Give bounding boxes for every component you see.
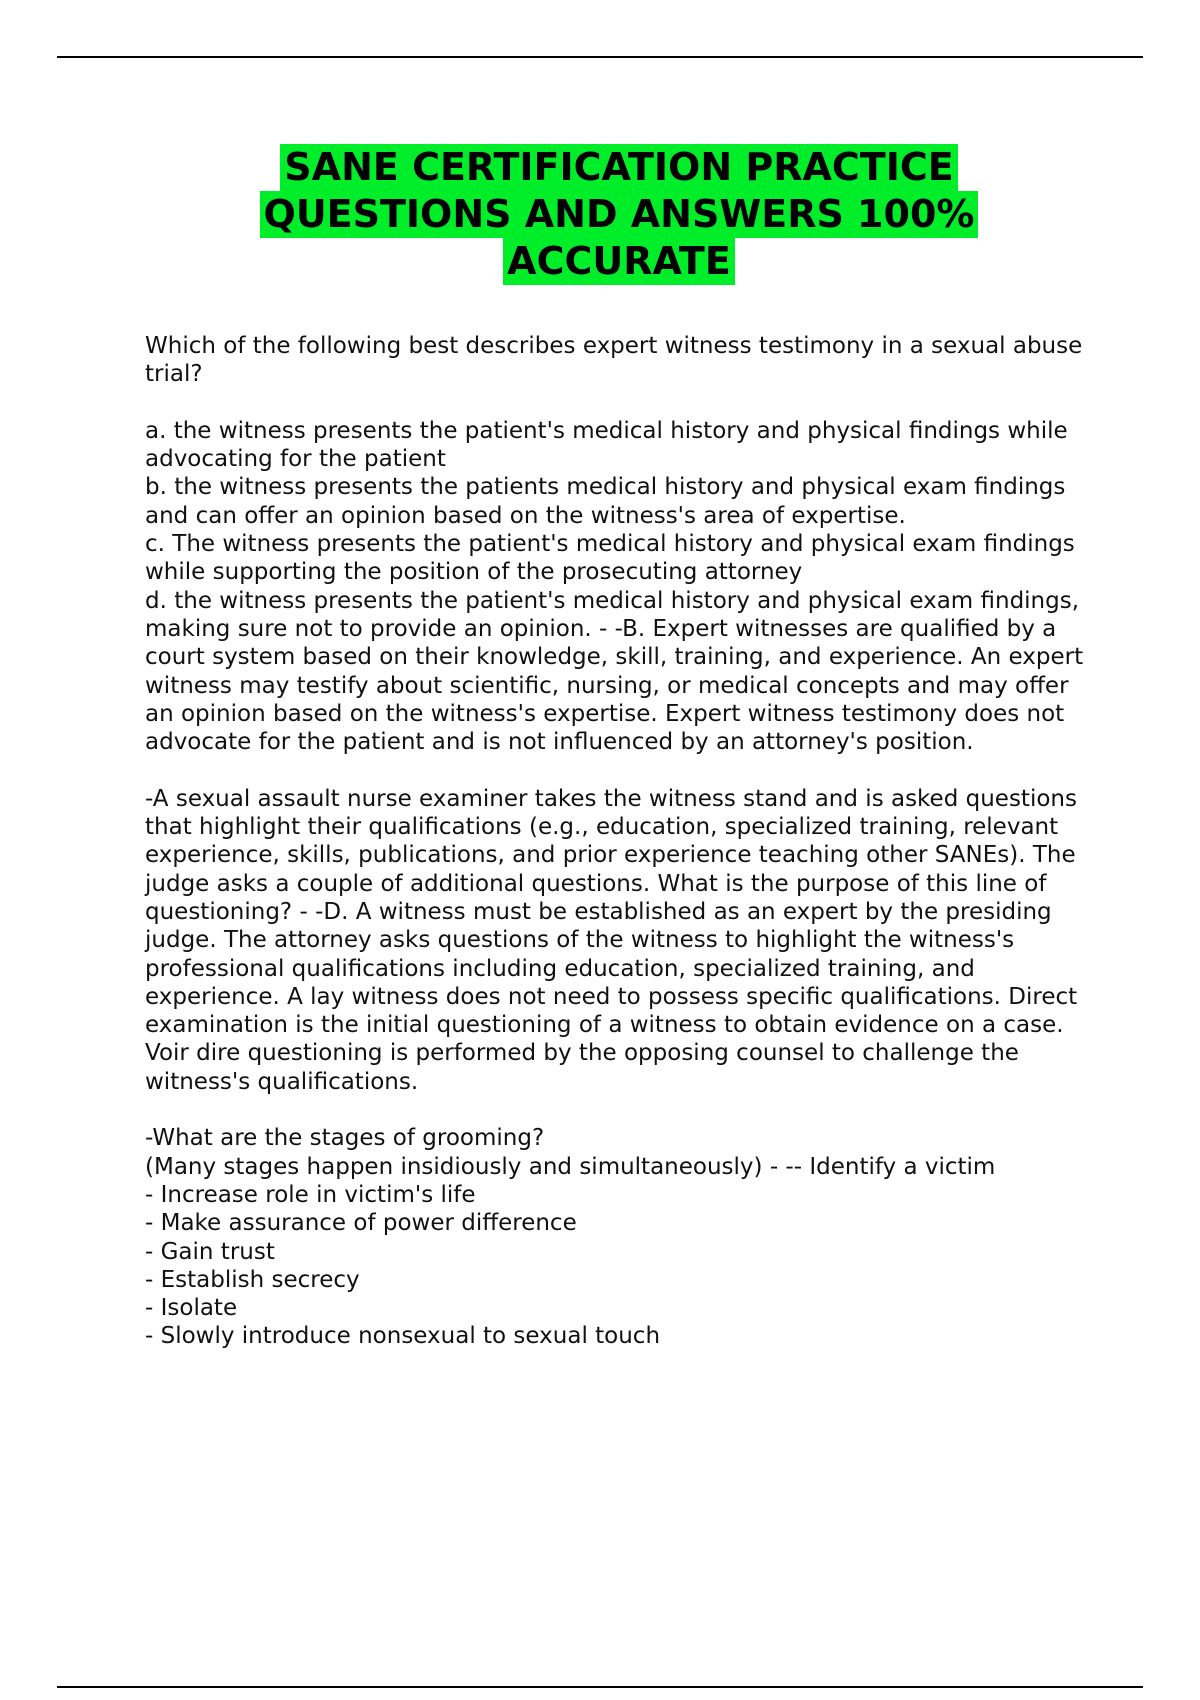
title-line-2: QUESTIONS AND ANSWERS 100% [260, 191, 979, 238]
grooming-stage-item: - Slowly introduce nonsexual to sexual touch [145, 1323, 661, 1350]
grooming-stage-item: - Make assurance of power difference [145, 1210, 577, 1237]
question-3-line: (Many stages happen insidiously and simultaneously) - -- Identify a victim [145, 1153, 996, 1180]
top-rule [57, 56, 1143, 58]
grooming-stage-item: - Establish secrecy [145, 1266, 360, 1293]
question-1-option-b: b. the witness presents the patients medical history and physical exam findings and can offer an opinion based on the witness's area of expertise. [145, 474, 1066, 529]
title-line-3: ACCURATE [503, 238, 735, 285]
paragraph-gap [145, 1096, 1095, 1124]
question-1-option-c: c. The witness presents the patient's medical history and physical exam findings while supporting the position of the prosecuting attorney [145, 531, 1075, 586]
paragraph-gap [145, 756, 1095, 784]
document-body [145, 332, 1095, 1351]
document-title [0, 144, 1200, 285]
grooming-stage-item: - Increase role in victim's life [145, 1181, 476, 1208]
title-line-1: SANE CERTIFICATION PRACTICE [280, 144, 957, 191]
question-2-with-answer: -A sexual assault nurse examiner takes the witness stand and is asked questions that highlight their qualifications (e.g., education, specialized training, relevant experience, skills, publications, and prior experience teaching other SANEs). The judge asks a couple of additional questions. What is the purpose of this line of questioning? - -D. A witness must be established as an expert by the presiding judge. The attorney asks questions of the witness to highlight the witness's professional qualifications including education, specialized training, and experience. A lay witness does not need to possess specific qualifications. Direct examination is the initial questioning of a witness to obtain evidence on a case. Voir dire questioning is performed by the opposing counsel to challenge the witness's qualifications. [145, 785, 1078, 1095]
question-1-prompt: Which of the following best describes expert witness testimony in a sexual abuse trial? [145, 333, 1083, 388]
grooming-stage-item: - Gain trust [145, 1238, 275, 1265]
bottom-rule [57, 1686, 1143, 1688]
question-3-line: -What are the stages of grooming? [145, 1125, 545, 1152]
question-1-option-d-answer: d. the witness presents the patient's medical history and physical exam findings, making sure not to provide an opinion. - -B. Expert witnesses are qualified by a court system based on their knowledge, skill, training, and experience. An expert witness may testify about scientific, nursing, or medical concepts and may offer an opinion based on the witness's expertise. Expert witness testimony does not advocate for the patient and is not influenced by an attorney's position. [145, 587, 1084, 756]
question-1-option-a: a. the witness presents the patient's medical history and physical findings while advocating for the patient [145, 417, 1068, 473]
grooming-stage-item: - Isolate [145, 1295, 238, 1322]
paragraph-gap [145, 389, 1095, 417]
